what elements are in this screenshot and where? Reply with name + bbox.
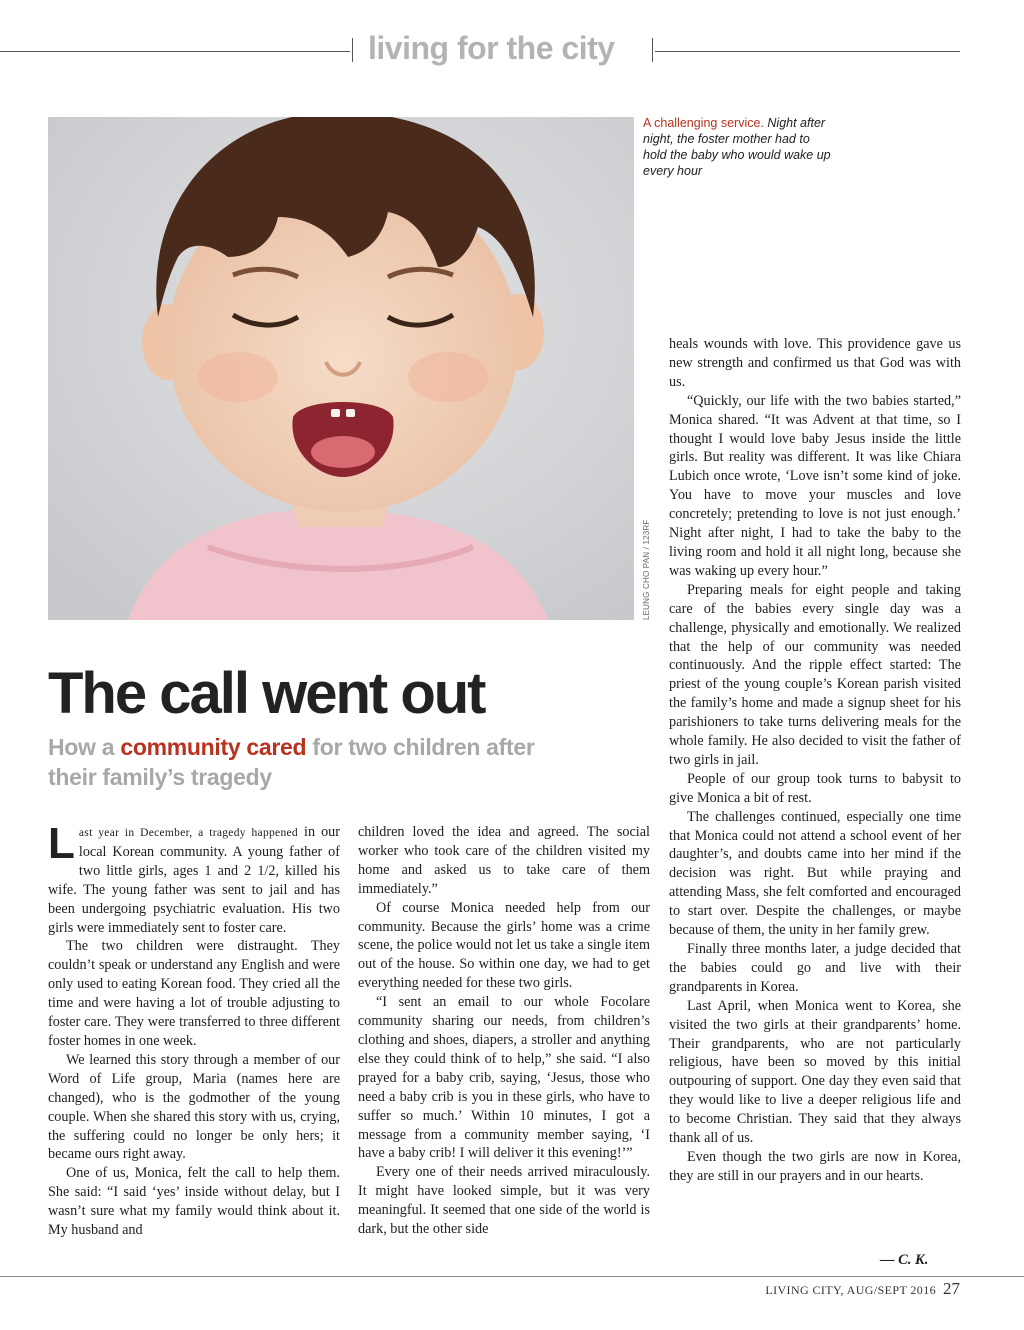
header-tick-right (652, 38, 653, 62)
header-tick-left (352, 38, 353, 62)
paragraph: Preparing meals for eight people and taking care of the babies every single day was a challenge, physically and emotionally. We realized that the help of our community was needed continuously. And the ripple effect started: The priest of the young couple’s Korean parish visited the family’s home and made a signup sheet for his parishioners to take turns delivering meals for the whole family. He also decided to visit the father of two girls in jail. (669, 581, 961, 768)
paragraph: Finally three months later, a judge decided that the babies could go and live with their grandparents in Korea. (669, 941, 961, 995)
author-signoff: — C. K. (880, 1252, 929, 1268)
caption-heading: A challenging service. (643, 116, 764, 130)
paragraph: The challenges continued, especially one time that Monica could not attend a school event of her daughter’s, and doubts came into her mind if the decision was right. But while praying and attending Mass, she felt comforted and encouraged to start over. Despite the challenges, or maybe because of them, the unity in her family grew. (669, 808, 961, 939)
header-rule-left (0, 51, 350, 52)
lead-text: in our local Korean community. A young father of two little girls, ages 1 and 2 1/2, killed his wife. The young father was sent to jail and has been undergoing psychiatric evaluation. His two girls were immediately sent to foster care. (48, 824, 340, 936)
deck-text-end: for two children after their family’s tragedy (48, 734, 535, 790)
page-number: 27 (943, 1279, 960, 1298)
paragraph: Every one of their needs arrived miraculously. It might have looked simple, but it was very meaningful. It seemed that one side of the world is dark, but the other side (358, 1164, 650, 1238)
paragraph: heals wounds with love. This providence gave us new strength and confirmed us that God was with us. (669, 336, 961, 390)
article-deck (48, 732, 568, 792)
photo-caption (643, 115, 833, 179)
caption-text: Night after night, the foster mother had to hold the baby who would wake up every hour (643, 116, 831, 178)
footer-rule (0, 1276, 1024, 1277)
body-column-1 (48, 819, 340, 1240)
crying-baby-illustration (48, 117, 634, 620)
paragraph: Last April, when Monica went to Korea, she visited the two girls at their grandparents’ home. Their grandparents, who are not particularly religious, have been so moved by this initial outpouring of support. One day they even said that they would like to live a deeper religious life and to become Christian. They said that they always thank all of us. (669, 997, 961, 1147)
lead-smallcaps: ast year in December, a tragedy happened (78, 827, 298, 839)
deck-text-start: How a (48, 734, 121, 760)
header-rule-right (655, 51, 960, 52)
deck-highlight: community cared (120, 734, 307, 760)
article-photo (48, 117, 634, 620)
paragraph: children loved the idea and agreed. The social worker who took care of the children visited my home and asked us to take care of them immediately.” (358, 824, 650, 897)
lead-paragraph (48, 819, 340, 937)
photo-credit: LEUNG CHO PAN / 123RF (642, 519, 651, 620)
body-column-2 (358, 823, 650, 1239)
paragraph: “Quickly, our life with the two babies started,” Monica shared. “It was Advent at that time, so I thought I would love baby Jesus inside the little girls. But reality was different. It was like Chiara Lubich once wrote, ‘Love isn’t some kind of joke. You have to move your muscles and love concretely; pretending to love is not just enough.’ Night after night, I had to take the baby to the living room and hold it all night long, because she was waking up every hour.” (669, 392, 961, 579)
paragraph: We learned this story through a member of our Word of Life group, Maria (names here are changed), who is the godmother of the young couple. When she shared this story with us, crying, the suffering could no longer be only hers; it became ours right away. (48, 1051, 340, 1163)
section-title: living for the city (368, 30, 615, 66)
body-column-3 (669, 335, 961, 1186)
paragraph: People of our group took turns to babysit to give Monica a bit of rest. (669, 770, 961, 806)
publication-name: LIVING CITY, AUG/SEPT 2016 (765, 1283, 936, 1297)
paragraph: The two children were distraught. They couldn’t speak or understand any English and were only used to eating Korean food. They cried all the time and were having a lot of trouble adjusting to foster care. They were transferred to three different foster homes in one week. (48, 938, 340, 1049)
paragraph: One of us, Monica, felt the call to help them. She said: “I said ‘yes’ inside without delay, but I wasn’t sure what my family would think about it. My husband and (48, 1165, 340, 1239)
paragraph: “I sent an email to our whole Focolare community sharing our needs, from children’s clothing and shoes, diapers, a stroller and anything else they could think of to help,” she said. “I also prayed for a baby crib, saying, ‘Jesus, those who need a baby crib is you in these girls, who have to suffer so much.’ Within 10 minutes, I got a message from a community member saying, ‘I have a baby crib! I will deliver it this evening!’” (358, 994, 650, 1162)
paragraph: Of course Monica needed help from our community. Because the girls’ home was a crime scene, the police would not let us take a single item out of the house. So within one day, we had to get everything needed for these two girls. (358, 899, 650, 992)
article-headline: The call went out (48, 661, 485, 726)
drop-cap: L (48, 819, 75, 868)
paragraph: Even though the two girls are now in Korea, they are still in our prayers and in our hearts. (669, 1148, 961, 1184)
